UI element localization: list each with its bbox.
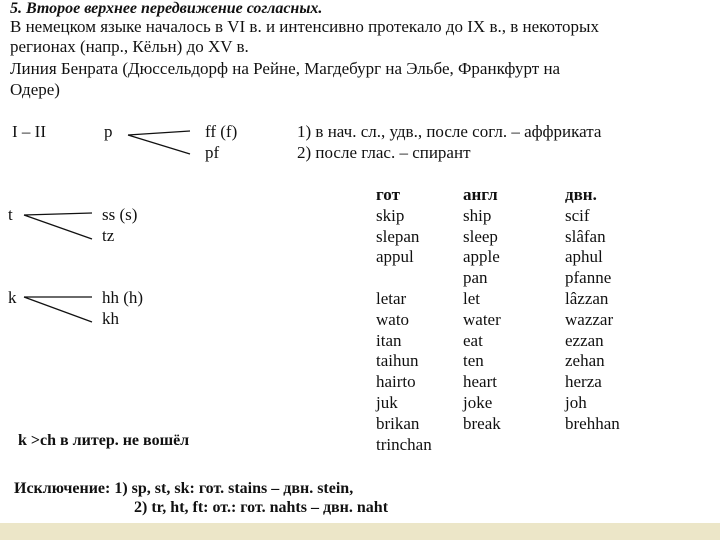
- word-gothic: itan: [376, 330, 402, 350]
- word-english: eat: [463, 330, 483, 350]
- word-english: ship: [463, 205, 492, 225]
- result-pf: pf: [205, 143, 220, 162]
- result-ff: ff (f): [205, 122, 238, 141]
- word-ohg: joh: [565, 392, 587, 412]
- consonant-k: k: [8, 288, 17, 307]
- word-english: let: [463, 288, 480, 308]
- result-ss: ss (s): [102, 205, 138, 224]
- word-ohg: lâzzan: [565, 288, 609, 308]
- word-ohg: aphul: [565, 247, 603, 267]
- word-english: sleep: [463, 226, 498, 246]
- rule-1: 1) в нач. сл., удв., после согл. – аффриката: [297, 122, 602, 141]
- word-gothic: appul: [376, 247, 414, 267]
- word-english: joke: [463, 392, 493, 412]
- t-tz-line: [24, 215, 92, 239]
- word-gothic: wato: [376, 309, 410, 329]
- word-gothic: skip: [376, 205, 405, 225]
- note-k-ch: k >ch в литер. не вошёл: [18, 432, 190, 449]
- word-gothic: slepan: [376, 226, 420, 246]
- word-ohg: wazzar: [565, 309, 614, 329]
- p-ff-line: [128, 131, 190, 135]
- consonant-p: p: [104, 122, 113, 141]
- intro-line-3: Линия Бенрата (Дюссельдорф на Рейне, Магдебург на Эльбе, Франкфурт на: [10, 59, 561, 78]
- intro-line-4: Одере): [10, 80, 60, 99]
- bottom-decorative-band: [0, 523, 720, 540]
- word-gothic: brikan: [376, 413, 420, 433]
- word-ohg: brehhan: [565, 413, 620, 433]
- exception-line-2: 2) tr, ht, ft: от.: гот. nahts – двн. naht: [134, 499, 389, 516]
- word-english: pan: [463, 268, 488, 288]
- word-gothic: letar: [376, 288, 407, 308]
- t-ss-line: [24, 213, 92, 215]
- word-english: ten: [463, 351, 484, 371]
- word-ohg: ezzan: [565, 330, 604, 350]
- word-gothic: hairto: [376, 372, 416, 392]
- header-gothic: гот: [376, 185, 400, 204]
- word-english: break: [463, 413, 501, 433]
- result-tz: tz: [102, 226, 115, 245]
- slide-title: 5. Второе верхнее передвижение согласных.: [10, 0, 323, 17]
- result-kh: kh: [102, 309, 119, 328]
- column-ohg: [565, 185, 620, 435]
- word-english: water: [463, 309, 501, 329]
- word-ohg: slâfan: [565, 226, 606, 246]
- word-gothic: trinchan: [376, 434, 432, 454]
- column-english: [463, 185, 501, 435]
- intro-line-1: В немецком языке началось в VI в. и интенсивно протекало до IX в., в некоторых: [10, 17, 599, 36]
- word-ohg: scif: [565, 205, 590, 225]
- exception-line-1: Исключение: 1) sp, st, sk: гот. stains – двн. stein,: [14, 480, 354, 497]
- p-pf-line: [128, 135, 190, 154]
- intro-line-2: регионах (напр., Кёльн) до XV в.: [10, 37, 249, 56]
- rule-2: 2) после глас. – спирант: [297, 143, 471, 162]
- word-ohg: zehan: [565, 351, 605, 371]
- result-hh: hh (h): [102, 288, 144, 307]
- word-gothic: juk: [376, 392, 398, 412]
- word-gothic: taihun: [376, 351, 419, 371]
- column-gothic: [376, 185, 432, 455]
- consonant-t: t: [8, 205, 13, 224]
- word-ohg: herza: [565, 372, 602, 392]
- word-gothic: [376, 268, 432, 289]
- word-english: apple: [463, 247, 500, 267]
- word-english: heart: [463, 372, 497, 392]
- header-ohg: двн.: [565, 185, 597, 204]
- word-ohg: pfanne: [565, 268, 612, 288]
- stage-label: I – II: [12, 122, 46, 141]
- header-english: англ: [463, 185, 498, 204]
- k-kh-line: [24, 297, 92, 322]
